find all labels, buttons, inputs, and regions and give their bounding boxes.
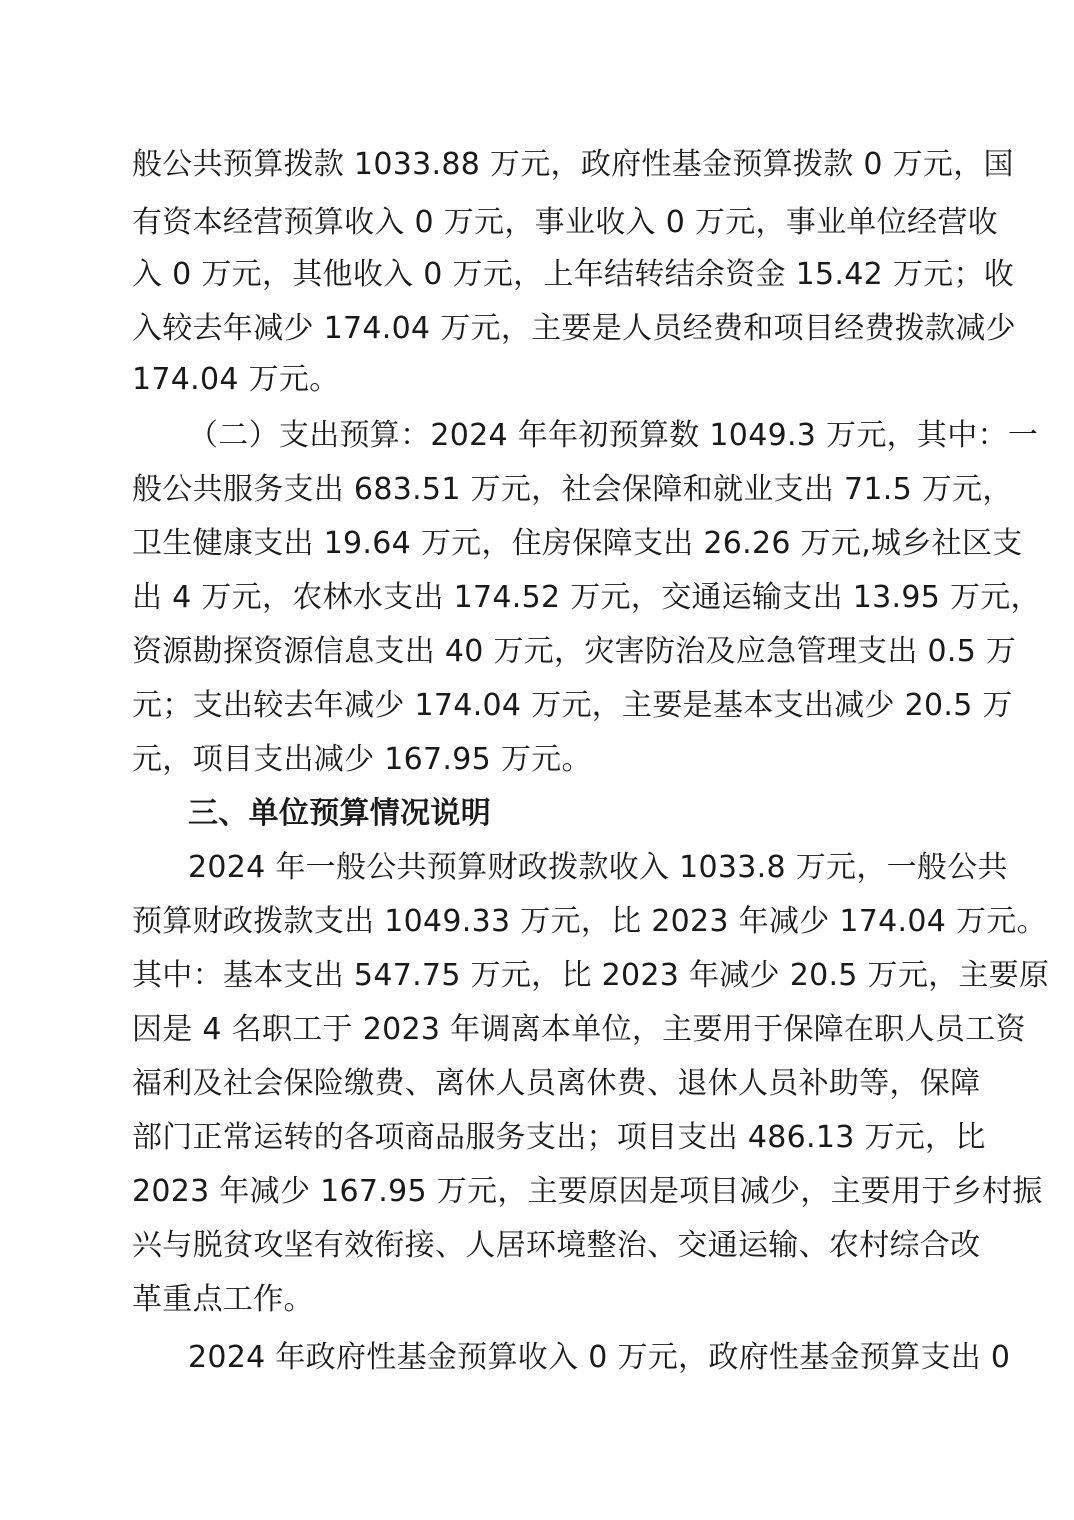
paragraph-line: 2023 年减少 167.95 万元，主要原因是项目减少，主要用于乡村振 xyxy=(132,1174,1043,1209)
paragraph-line: 2024 年政府性基金预算收入 0 万元，政府性基金预算支出 0 xyxy=(188,1340,1011,1375)
paragraph-line: 福利及社会保险缴费、离休人员离休费、退休人员补助等，保障 xyxy=(132,1066,981,1101)
paragraph-line: 元，项目支出减少 167.95 万元。 xyxy=(132,742,592,777)
paragraph-line: 因是 4 名职工于 2023 年调离本单位，主要用于保障在职人员工资 xyxy=(132,1012,1026,1047)
paragraph-line: 卫生健康支出 19.64 万元，住房保障支出 26.26 万元,城乡社区支 xyxy=(132,526,1023,561)
paragraph-line: 2024 年一般公共预算财政拨款收入 1033.8 万元，一般公共 xyxy=(188,850,1008,885)
paragraph-line: 革重点工作。 xyxy=(132,1282,314,1317)
paragraph-line: 174.04 万元。 xyxy=(132,362,340,397)
paragraph-line: 部门正常运转的各项商品服务支出；项目支出 486.13 万元，比 xyxy=(132,1120,986,1155)
paragraph-line: 入较去年减少 174.04 万元，主要是人员经费和项目经费拨款减少 xyxy=(132,311,1016,346)
paragraph-line: 其中：基本支出 547.75 万元，比 2023 年减少 20.5 万元，主要原 xyxy=(132,958,1050,993)
paragraph-line: 入 0 万元，其他收入 0 万元，上年结转结余资金 15.42 万元；收 xyxy=(132,257,1015,292)
section-heading: 三、单位预算情况说明 xyxy=(188,796,491,831)
paragraph-line: 资源勘探资源信息支出 40 万元，灾害防治及应急管理支出 0.5 万 xyxy=(132,634,1017,669)
paragraph-line: 般公共预算拨款 1033.88 万元，政府性基金预算拨款 0 万元，国 xyxy=(132,147,1014,182)
paragraph-line: 般公共服务支出 683.51 万元，社会保障和就业支出 71.5 万元， xyxy=(132,472,1013,507)
paragraph-line: 兴与脱贫攻坚有效衔接、人居环境整治、交通运输、农村综合改 xyxy=(132,1228,981,1263)
paragraph-line: 预算财政拨款支出 1049.33 万元，比 2023 年减少 174.04 万元。 xyxy=(132,904,1047,939)
paragraph-line: 元；支出较去年减少 174.04 万元，主要是基本支出减少 20.5 万 xyxy=(132,688,1013,723)
paragraph-line: 有资本经营预算收入 0 万元，事业收入 0 万元，事业单位经营收 xyxy=(132,205,998,240)
paragraph-line: 出 4 万元，农林水支出 174.52 万元，交通运输支出 13.95 万元， xyxy=(132,580,1041,615)
paragraph-line: （二）支出预算：2024 年年初预算数 1049.3 万元，其中：一 xyxy=(188,418,1039,453)
